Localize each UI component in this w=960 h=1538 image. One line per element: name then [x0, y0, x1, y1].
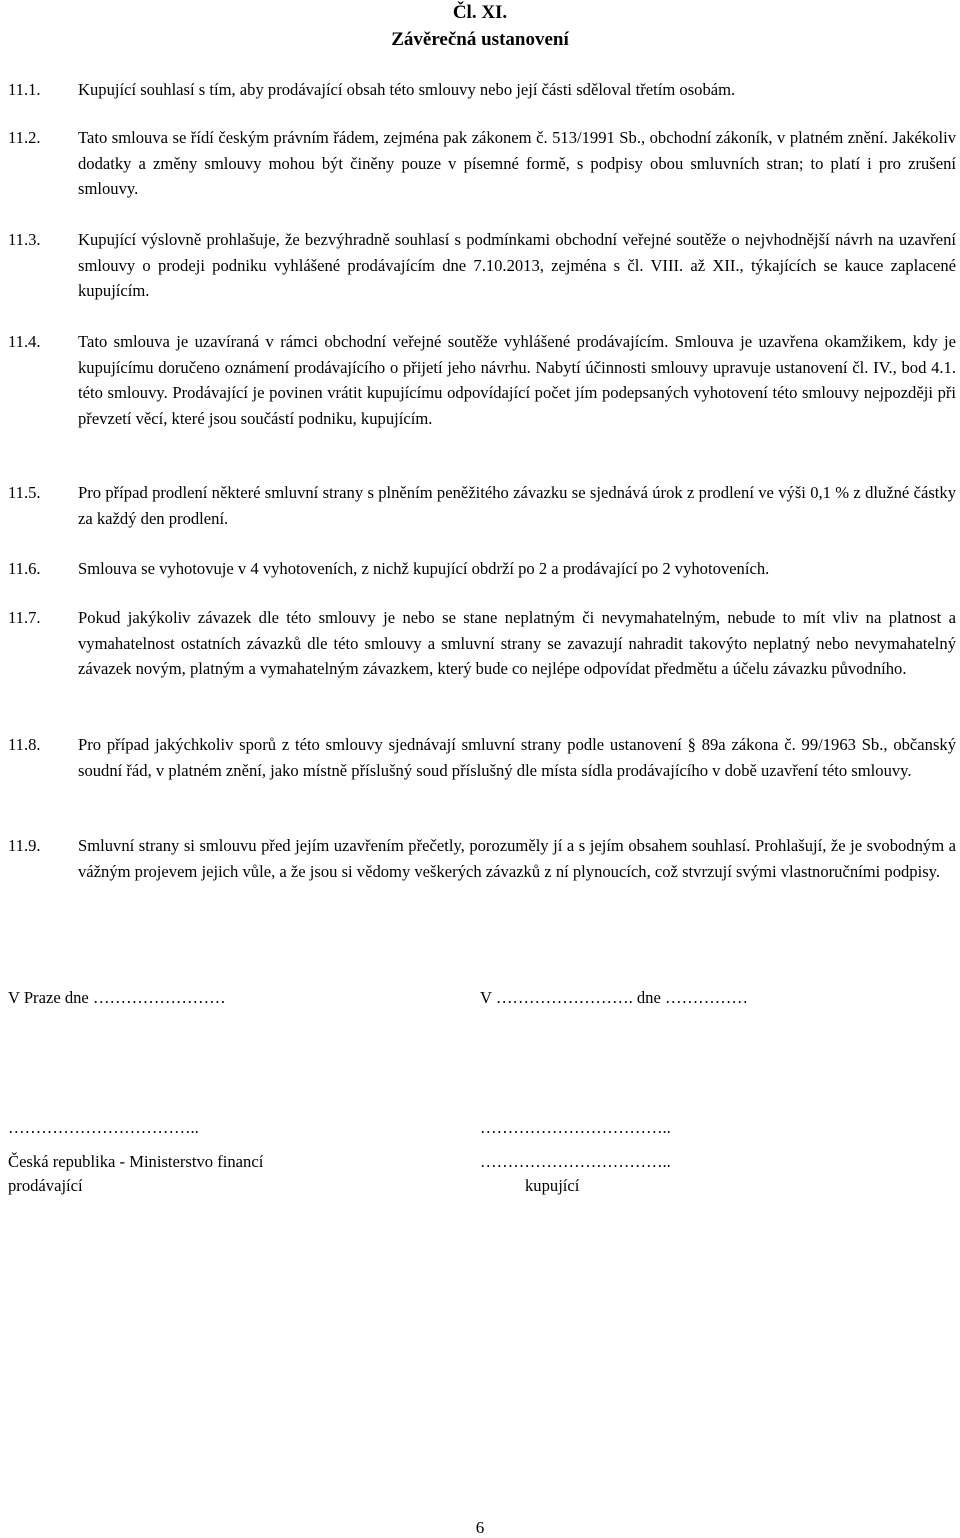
clause-number: 11.9.: [8, 836, 41, 855]
clause-11-6: [8, 556, 956, 582]
clause-number: 11.2.: [8, 128, 41, 147]
clause-text: Tato smlouva je uzavíraná v rámci obchodní veřejné soutěže vyhlášené prodávajícím. Smlouva je uzavřena okamžikem, kdy je kupujícímu doručeno oznámení prodávajícího o přijetí jeho návrhu. Nabytí účinnosti smlouvy upravuje ustanovení čl. IV., bod 4.1. této smlouvy. Prodávající je povinen vrátit kupujícímu odpovídající počet jím podepsaných vyhotovení této smlouvy nejpozději při převzetí věcí, které jsou součástí podniku, kupujícím.: [78, 332, 956, 429]
clause-text: Kupující souhlasí s tím, aby prodávající obsah této smlouvy nebo její části sděloval třetím osobám.: [78, 80, 736, 99]
clause-number: 11.3.: [8, 230, 41, 249]
seller-name: Česká republika - Ministerstvo financí: [8, 1152, 264, 1171]
clause-number: 11.7.: [8, 608, 41, 627]
clause-11-8: [8, 732, 956, 783]
clause-number: 11.1.: [8, 80, 41, 99]
clause-text: Kupující výslovně prohlašuje, že bezvýhradně souhlasí s podmínkami obchodní veřejné soutěže o nejvhodnější návrh na uzavření smlouvy o prodeji podniku vyhlášené prodávajícím dne 7.10.2013, zejména s čl. VIII. až XII., týkajících se kauce zaplacené kupujícím.: [78, 230, 956, 301]
seller-role: prodávající: [8, 1176, 83, 1195]
signature-place-seller: V Praze dne ……………………: [8, 988, 226, 1007]
clause-11-3: [8, 227, 956, 304]
buyer-name-line: ……………………………..: [480, 1152, 671, 1171]
article-number: Čl. XI.: [452, 2, 508, 23]
clause-11-4: [8, 329, 956, 432]
clause-number: 11.4.: [8, 332, 41, 351]
clause-text: Tato smlouva se řídí českým právním řádem, zejména pak zákonem č. 513/1991 Sb., obchodní zákoník, v platném znění. Jakékoliv dodatky a změny smlouvy mohou být činěny pouze v písemné formě, s podpisy obou smluvních stran; to platí i pro zrušení smlouvy.: [78, 128, 956, 199]
clause-11-5: [8, 480, 956, 531]
clause-text: Smlouva se vyhotovuje v 4 vyhotoveních, z nichž kupující obdrží po 2 a prodávající po 2 vyhotoveních.: [78, 559, 770, 578]
clause-11-7: [8, 605, 956, 682]
signature-line-buyer: ……………………………..: [480, 1118, 671, 1137]
clause-11-1: [8, 77, 956, 103]
signature-line-seller: ……………………………..: [8, 1118, 199, 1137]
clause-number: 11.5.: [8, 483, 41, 502]
clause-11-2: [8, 125, 956, 202]
page-number: 6: [475, 1518, 485, 1537]
clause-text: Pro případ jakýchkoliv sporů z této smlouvy sjednávají smluvní strany podle ustanovení § 89a zákona č. 99/1963 Sb., občanský soudní řád, v platném znění, jako místně příslušný soud příslušný dle místa sídla prodávajícího v době uzavření této smlouvy.: [78, 735, 956, 780]
signature-place-buyer: V ……………………. dne ……………: [480, 988, 748, 1007]
clause-text: Pokud jakýkoliv závazek dle této smlouvy je nebo se stane neplatným či nevymahatelným, nebude to mít vliv na platnost a vymahatelnost ostatních závazků dle této smlouvy a smluvní strany se zavazují nahradit takovýto neplatný nebo nevymahatelný závazek novým, platným a vymahatelným závazkem, který bude co nejlépe odpovídat předmětu a účelu závazku původního.: [78, 608, 956, 679]
article-title: Závěrečná ustanovení: [391, 29, 569, 50]
clause-number: 11.8.: [8, 735, 41, 754]
clause-text: Pro případ prodlení některé smluvní strany s plněním peněžitého závazku se sjednává úrok z prodlení ve výši 0,1 % z dlužné částky za každý den prodlení.: [78, 483, 956, 528]
clause-number: 11.6.: [8, 559, 41, 578]
clause-11-9: [8, 833, 956, 884]
clause-text: Smluvní strany si smlouvu před jejím uzavřením přečetly, porozuměly jí a s jejím obsahem souhlasí. Prohlašují, že je svobodným a vážným projevem jejich vůle, a že jsou si vědomy veškerých závazků z ní plynoucích, což stvrzují svými vlastnoručními podpisy.: [78, 836, 956, 881]
buyer-role: kupující: [525, 1176, 580, 1195]
